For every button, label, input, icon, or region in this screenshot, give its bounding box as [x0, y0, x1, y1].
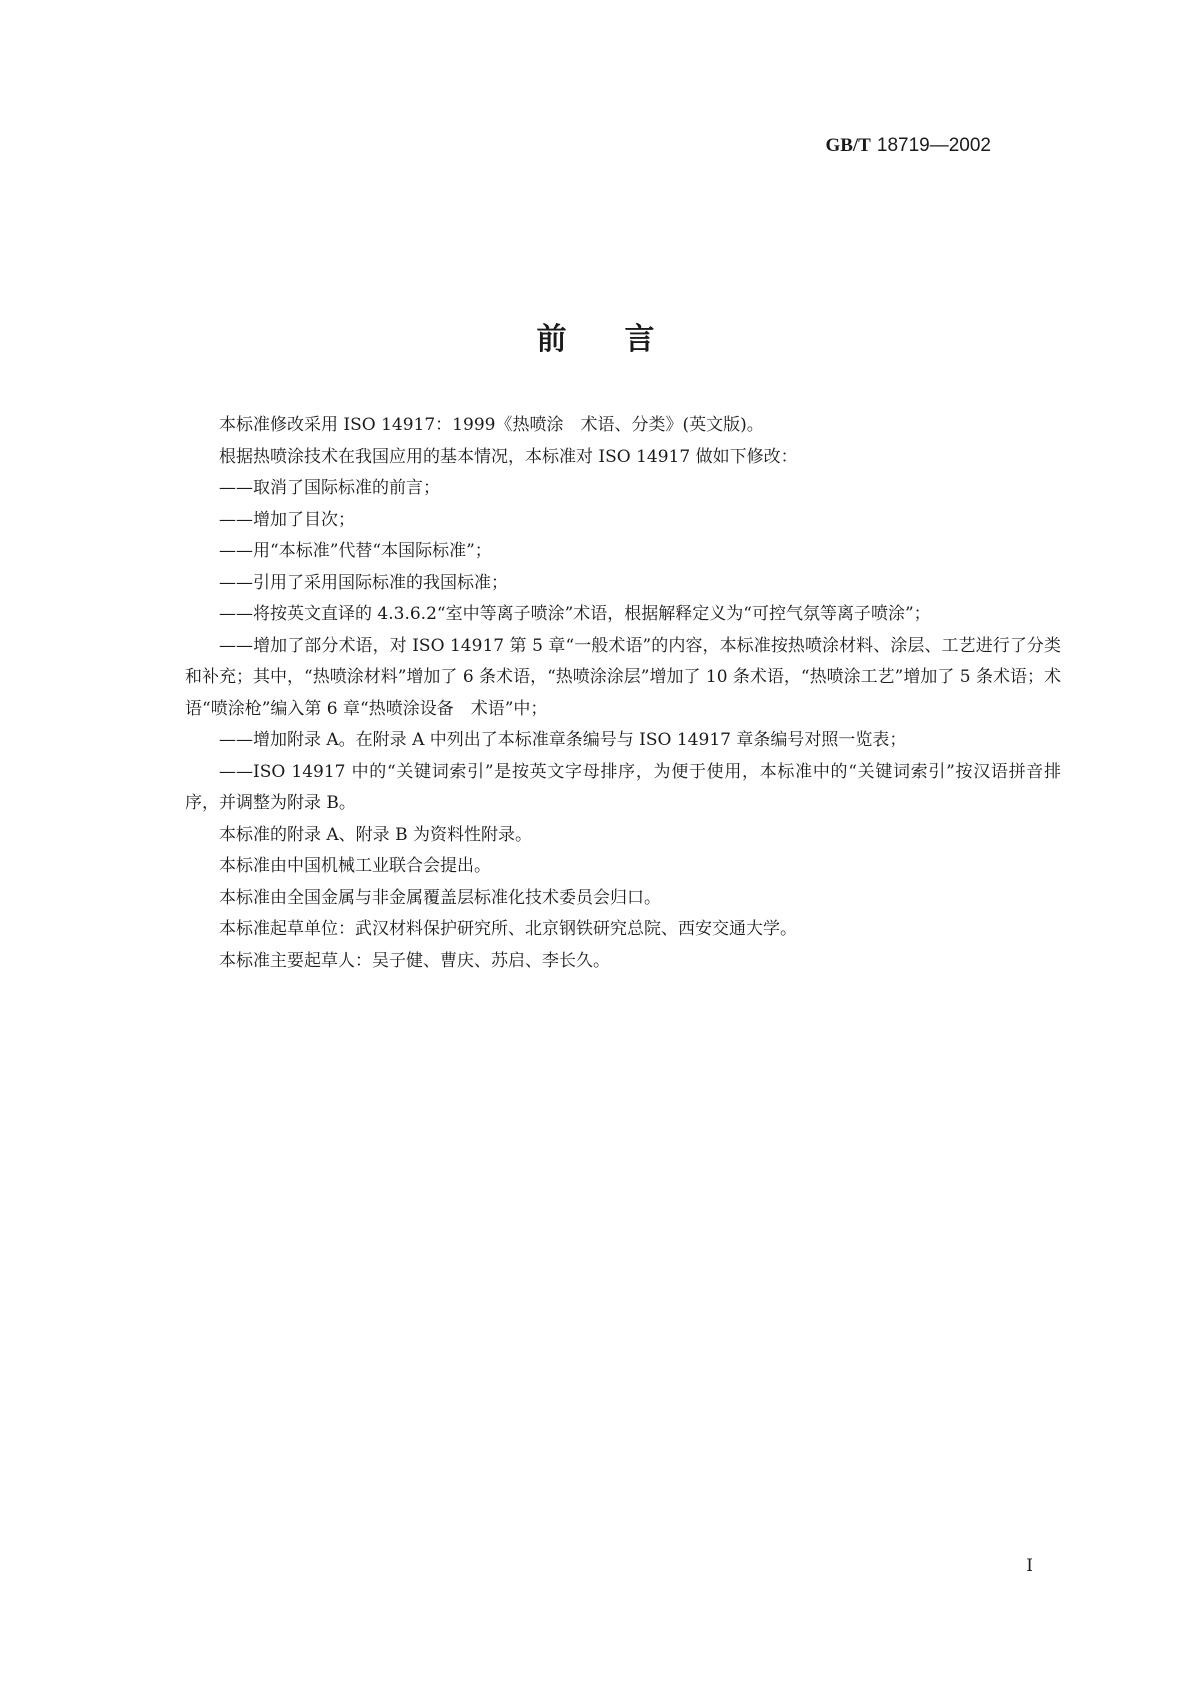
list-item-add-annex-a: ——增加附录 A。在附录 A 中列出了本标准章条编号与 ISO 14917 章条编号对照一览表；	[219, 730, 907, 750]
paragraph-adoption: 本标准修改采用 ISO 14917：1999《热喷涂 术语、分类》(英文版)。	[219, 415, 764, 435]
list-item-keyword-index: ——ISO 14917 中的“关键词索引”是按英文字母排序，为便于使用，本标准中的“关键词索引”按汉语拼音排序，并调整为附录 B。	[185, 761, 1061, 813]
standard-code: 18719—2002	[876, 135, 991, 156]
list-item-add-contents: ——增加了目次；	[219, 509, 355, 530]
standard-number	[825, 134, 991, 157]
list-item-rename-term: ——将按英文直译的 4.3.6.2“室中等离子喷涂”术语，根据解释定义为“可控气氛等离子喷涂”；	[219, 604, 931, 624]
paragraph-drafting-organizations: 本标准起草单位：武汉材料保护研究所、北京钢铁研究总院、西安交通大学。	[219, 919, 797, 939]
list-item-remove-foreword: ——取消了国际标准的前言；	[219, 478, 440, 498]
list-item-add-terms: ——增加了部分术语，对 ISO 14917 第 5 章“一般术语”的内容，本标准按热喷涂材料、涂层、工艺进行了分类和补充；其中，“热喷涂材料”增加了 6 条术语，“热喷涂涂层”增加了 10 条术语，“热喷涂工艺”增加了 5 条术语；术语“喷涂枪”编入第 6 章“热喷涂设备 术语”中；	[185, 635, 1061, 719]
list-item-reference-standards: ——引用了采用国际标准的我国标准；	[219, 572, 508, 593]
paragraph-drafters: 本标准主要起草人：吴子健、曹庆、苏启、李长久。	[219, 950, 610, 971]
page-number: I	[1026, 1556, 1033, 1576]
foreword-body	[185, 410, 1061, 977]
list-item-replace-wording: ——用“本标准”代替“本国际标准”；	[219, 541, 492, 561]
paragraph-annex-status: 本标准的附录 A、附录 B 为资料性附录。	[219, 824, 532, 845]
paragraph-responsible-committee: 本标准由全国金属与非金属覆盖层标准化技术委员会归口。	[219, 887, 661, 908]
standard-prefix: GB/T	[825, 135, 871, 156]
paragraph-modifications-intro: 根据热喷涂技术在我国应用的基本情况，本标准对 ISO 14917 做如下修改：	[219, 446, 798, 467]
page-title: 前言	[536, 322, 713, 357]
paragraph-proposer: 本标准由中国机械工业联合会提出。	[219, 856, 491, 876]
